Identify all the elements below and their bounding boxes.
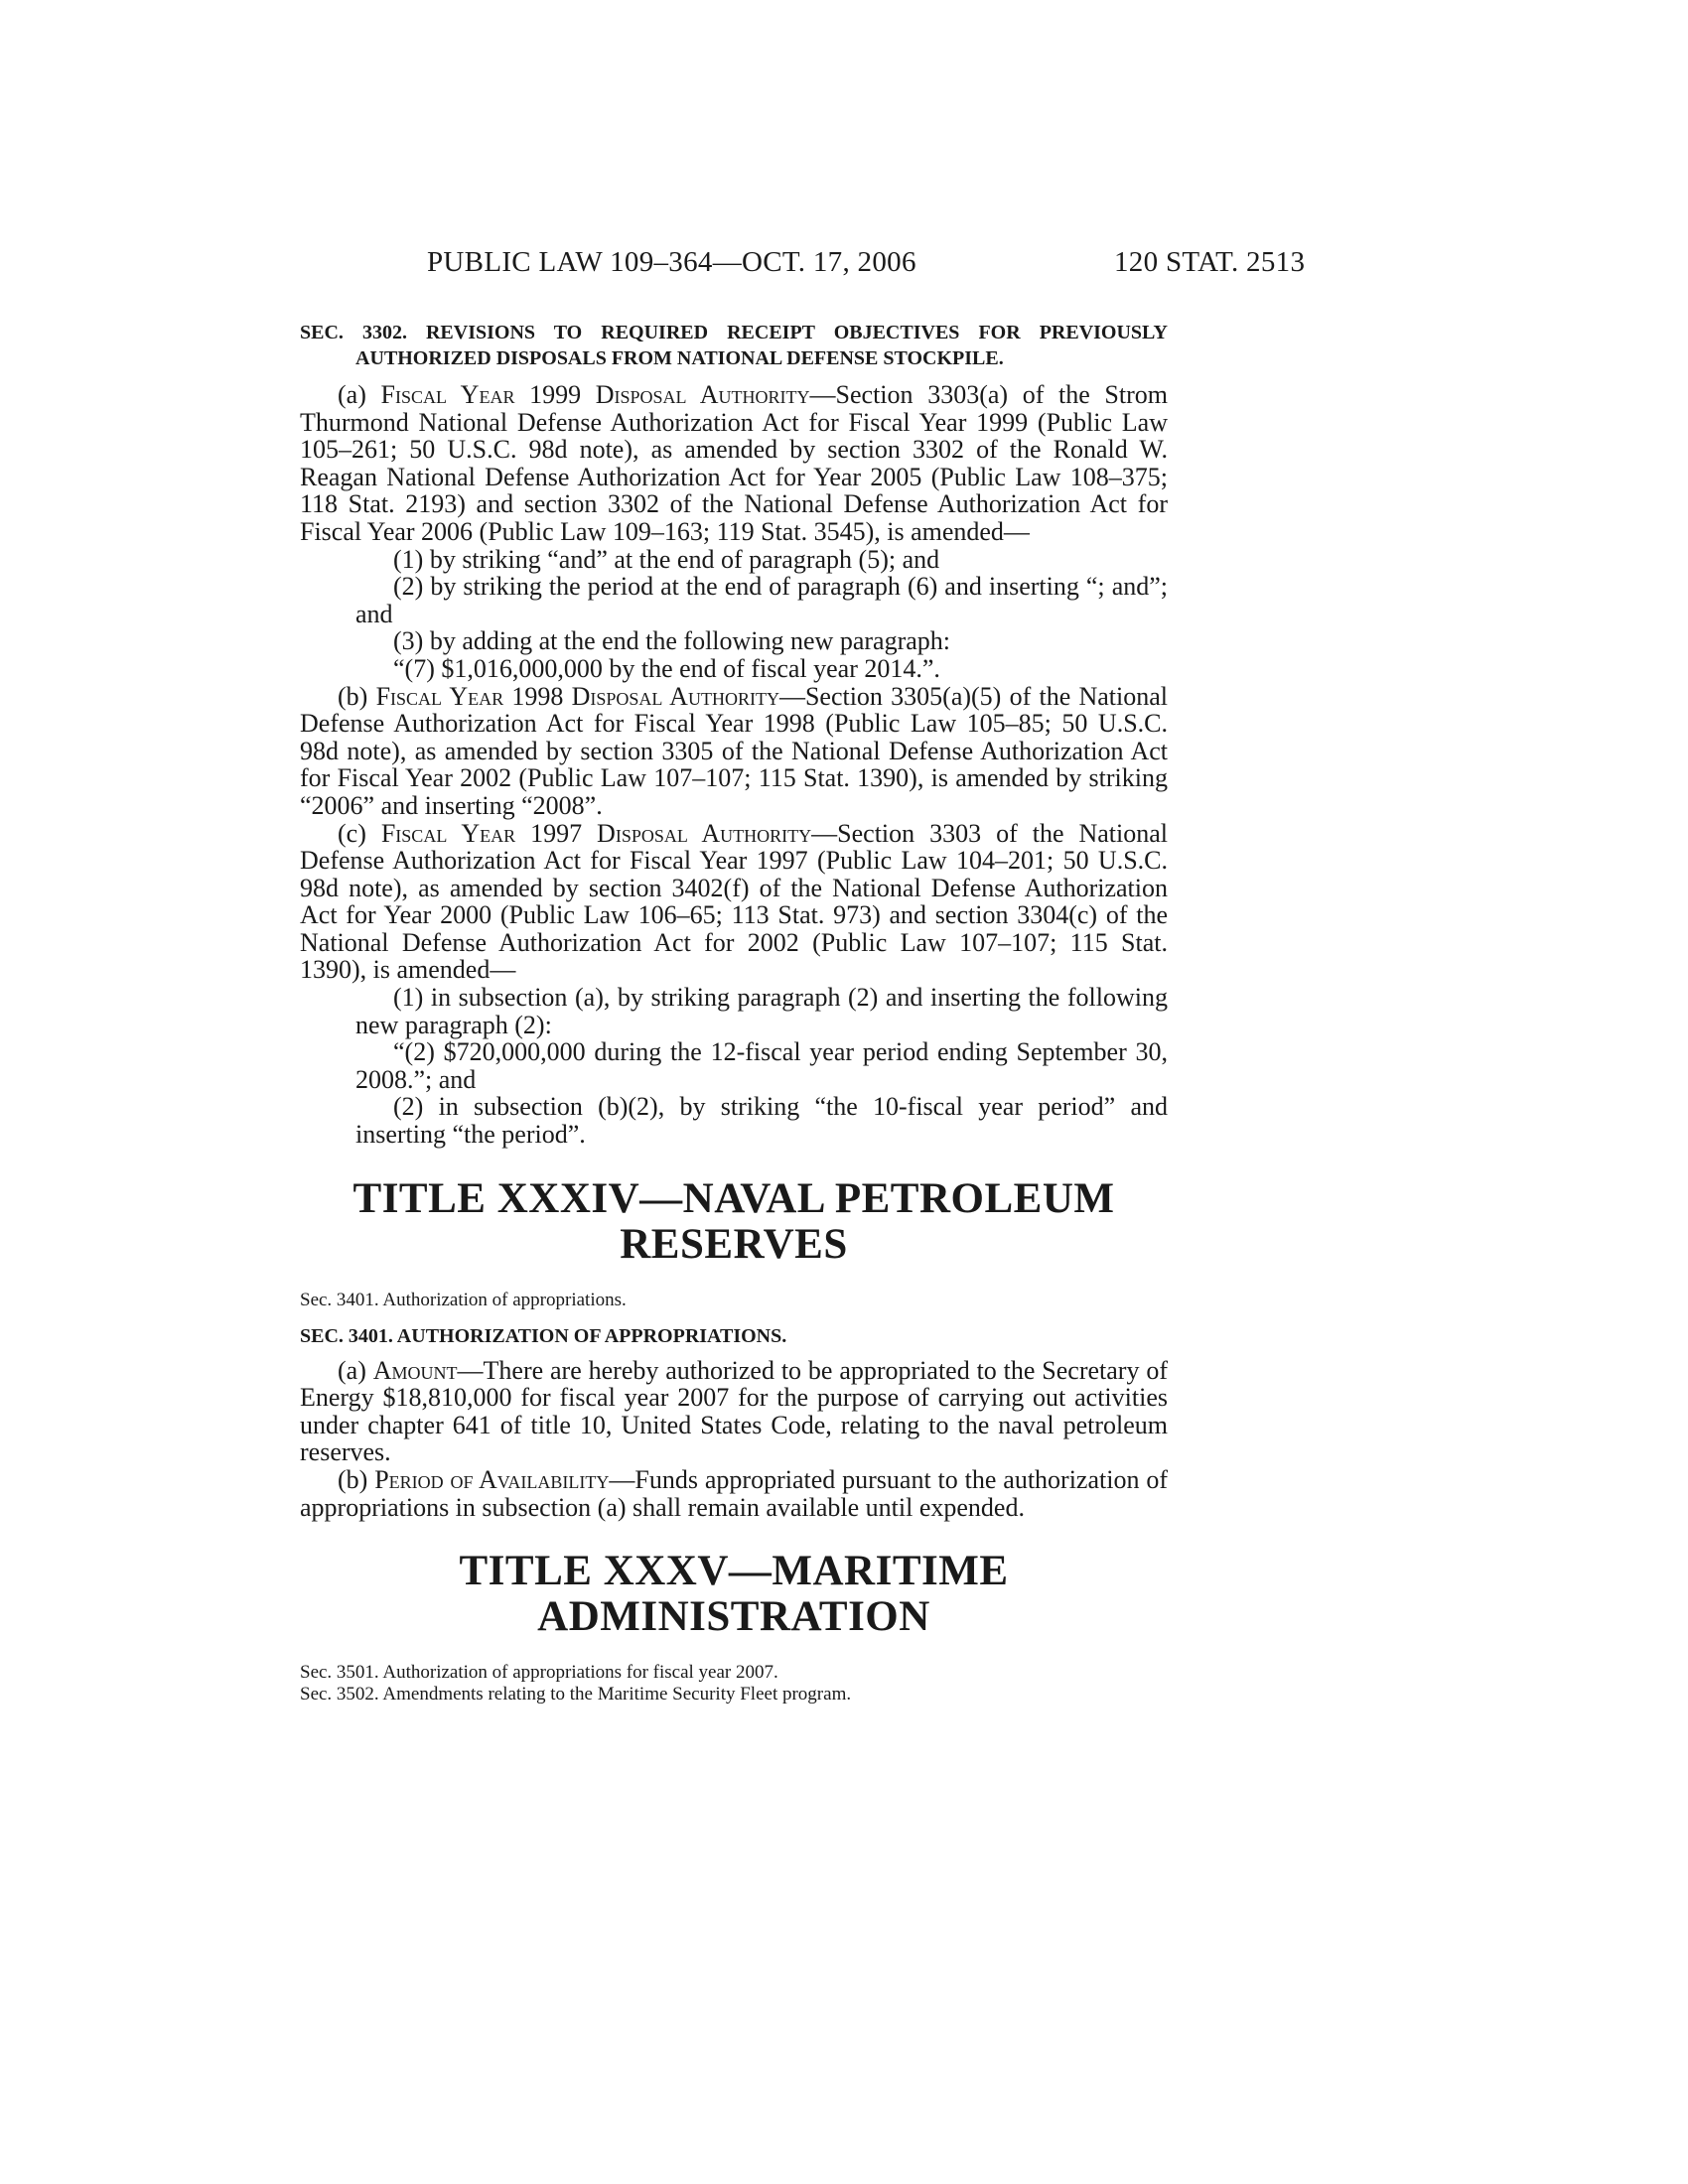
title-heading-line: TITLE XXXV—MARITIME: [459, 1548, 1009, 1595]
subsection-label: (b): [338, 681, 368, 711]
subsection-caption: Period of Availability: [374, 1465, 610, 1494]
paragraph-item: (1) in subsection (a), by striking paragraph (2) and inserting the following new paragraph (2):: [355, 983, 1168, 1039]
subsection-caption: Amount: [372, 1355, 458, 1385]
subsection-caption: Fiscal Year 1997 Disposal Authority: [380, 818, 812, 848]
paragraph-item: (3) by adding at the end the following new paragraph:: [393, 626, 950, 656]
section-3302-heading: SEC. 3302. REVISIONS TO REQUIRED RECEIPT OBJECTIVES FOR PREVIOUSLY AUTHORIZED DISPOSALS FROM NATIONAL DEFENSE STOCKPILE.: [300, 322, 1168, 369]
subsection-text: —Section 3305(a)(5) of the National Defense Authorization Act for Fiscal Year 1998 (Public Law 105–85; 50 U.S.C. 98d note), as amended by section 3305 of the National Defense Authorization Act for Fiscal Year 2002 (Public Law 107–107; 115 Stat. 1390), is amended by striking “2006” and inserting “2008”.: [300, 681, 1169, 820]
subsection-text: —Funds appropriated pursuant to the authorization of appropriations in subsection (a) shall remain available until expended.: [300, 1465, 1168, 1522]
subsection-3302-a: [300, 381, 1168, 546]
subsection-text: —There are hereby authorized to be appropriated to the Secretary of Energy $18,810,000 for fiscal year 2007 for the purpose of carrying out activities under chapter 641 of title 10, United States Code, relating to the naval petroleum reserves.: [300, 1355, 1168, 1467]
subsection-text: —Section 3303 of the National Defense Authorization Act for Fiscal Year 1997 (Public Law 104–201; 50 U.S.C. 98d note), as amended by section 3402(f) of the National Defense Authorization Act for Year 2000 (Public Law 106–65; 113 Stat. 973) and section 3304(c) of the National Defense Authorization Act for 2002 (Public Law 107–107; 115 Stat. 1390), is amended—: [300, 818, 1169, 985]
subsection-text: —Section 3303(a) of the Strom Thurmond National Defense Authorization Act for Fiscal Year 1999 (Public Law 105–261; 50 U.S.C. 98d note), as amended by section 3302 of the Ronald W. Reagan National Defense Authorization Act for Year 2005 (Public Law 108–375; 118 Stat. 2193) and section 3302 of the National Defense Authorization Act for Fiscal Year 2006 (Public Law 109–163; 119 Stat. 3545), is amended—: [300, 380, 1168, 546]
page-body: [300, 320, 1168, 1717]
title-heading-line: TITLE XXXIV—NAVAL PETROLEUM: [352, 1174, 1115, 1222]
quoted-paragraph: “(2) $720,000,000 during the 12-fiscal year period ending September 30, 2008.”; and: [355, 1037, 1168, 1094]
title-heading-line: ADMINISTRATION: [537, 1593, 930, 1641]
toc-entry: Sec. 3401. Authorization of appropriations.: [300, 1289, 627, 1310]
subsection-label: (a): [338, 380, 366, 409]
subsection-label: (b): [338, 1465, 368, 1494]
paragraph-item: (2) in subsection (b)(2), by striking “the 10-fiscal year period” and inserting “the period”.: [355, 1092, 1168, 1150]
subsection-3401-b: [300, 1466, 1168, 1521]
section-3401-heading: SEC. 3401. AUTHORIZATION OF APPROPRIATIONS.: [300, 1324, 787, 1347]
title-heading-line: RESERVES: [620, 1220, 848, 1268]
page-header: [0, 246, 1688, 286]
toc-entry: Sec. 3501. Authorization of appropriations for fiscal year 2007.: [300, 1662, 778, 1684]
subsection-3302-c: [300, 820, 1168, 985]
statute-page-reference: 120 STAT. 2513: [1114, 246, 1306, 278]
subsection-3302-b: [300, 683, 1168, 820]
paragraph-item: (1) by striking “and” at the end of paragraph (5); and: [393, 544, 940, 574]
title-35-heading: [300, 1549, 1168, 1640]
subsection-caption: Fiscal Year 1998 Disposal Authority: [375, 681, 779, 711]
paragraph-item: (2) by striking the period at the end of paragraph (6) and inserting “; and”; and: [355, 572, 1168, 628]
title-35-table-of-contents: [300, 1662, 1168, 1706]
subsection-caption: Fiscal Year 1999 Disposal Authority: [380, 380, 810, 409]
toc-entry: Sec. 3502. Amendments relating to the Maritime Security Fleet program.: [300, 1684, 852, 1706]
subsection-label: (c): [338, 818, 366, 848]
title-34-heading: [300, 1176, 1168, 1268]
subsection-3401-a: [300, 1357, 1168, 1466]
quoted-paragraph: “(7) $1,016,000,000 by the end of fiscal year 2014.”.: [393, 653, 940, 683]
running-head: PUBLIC LAW 109–364—OCT. 17, 2006: [427, 246, 916, 278]
subsection-label: (a): [338, 1355, 366, 1385]
title-34-table-of-contents: [300, 1290, 1168, 1311]
